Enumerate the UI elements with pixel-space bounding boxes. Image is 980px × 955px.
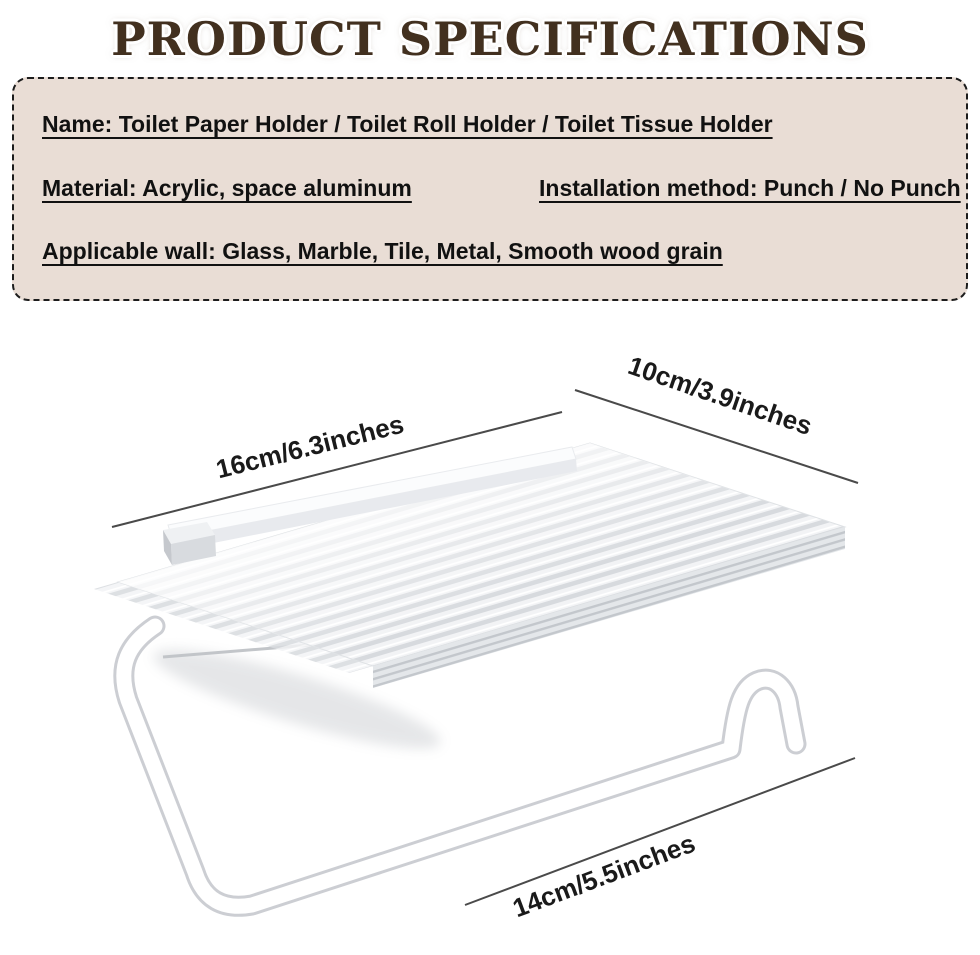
spec-row-name: Name: Toilet Paper Holder / Toilet Roll Holder / Toilet Tissue Holder [42,111,773,137]
dimension-label-width: 16cm/6.3inches [212,408,407,485]
spec-row-wall: Applicable wall: Glass, Marble, Tile, Metal, Smooth wood grain [42,238,723,264]
dimension-label-bar: 14cm/5.5inches [508,827,700,924]
spec-row-installation: Installation method: Punch / No Punch [539,175,961,201]
spec-row-material: Material: Acrylic, space aluminum [42,175,412,201]
dimension-label-depth: 10cm/3.9inches [624,350,816,442]
page-title: PRODUCT SPECIFICATIONS [111,11,869,66]
